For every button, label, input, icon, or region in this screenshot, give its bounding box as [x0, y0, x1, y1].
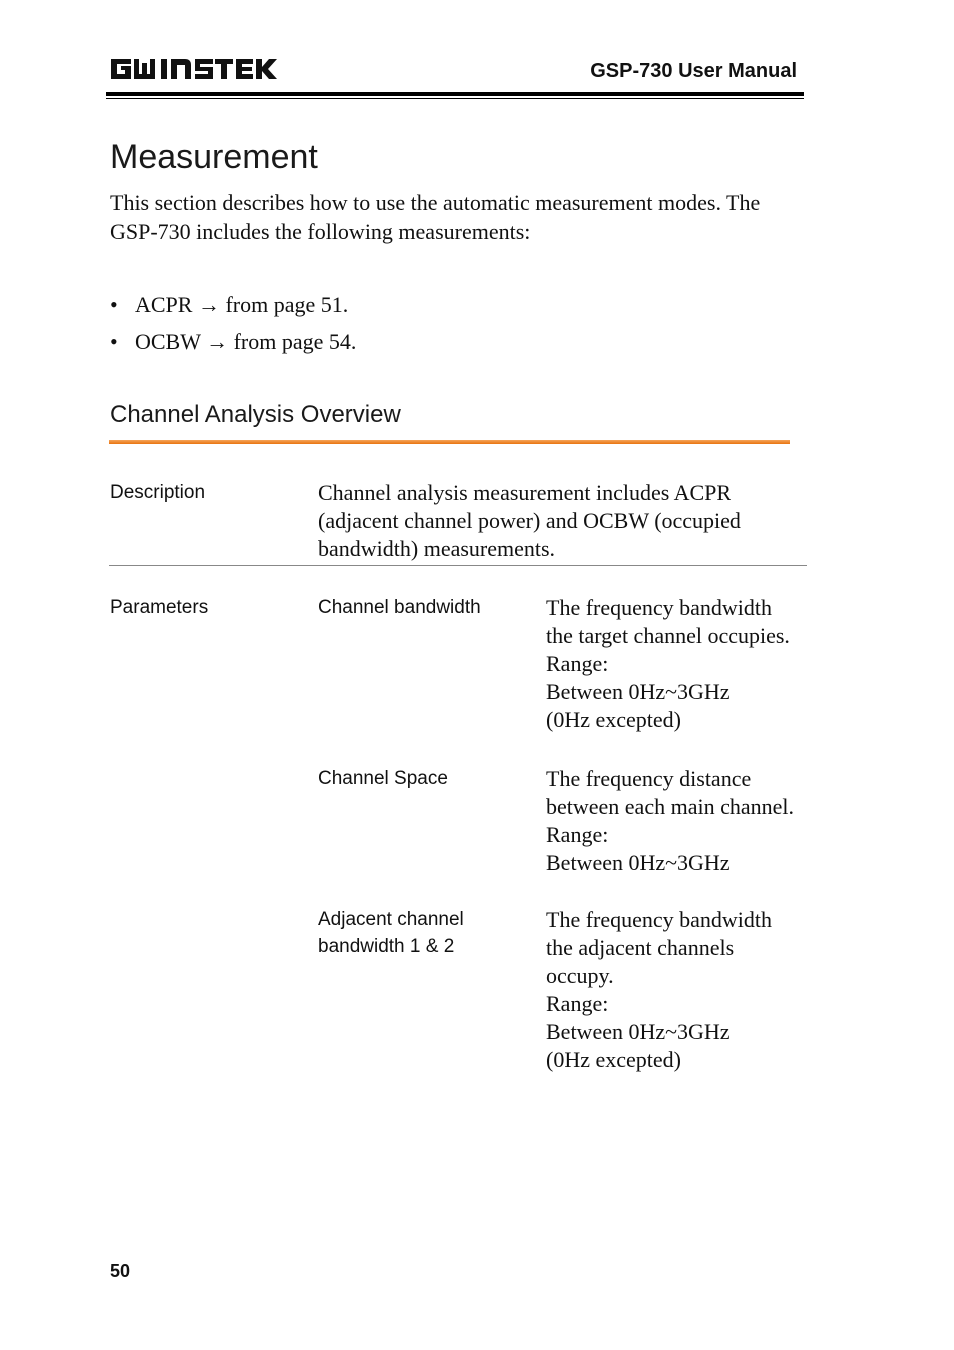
param-desc-text: The frequency distance between each main channel.	[546, 766, 794, 819]
header-rule-thin	[106, 98, 804, 99]
param-range: Between 0Hz~3GHz	[546, 850, 730, 875]
bullet-icon: •	[110, 329, 118, 354]
page-title: Measurement	[110, 138, 318, 176]
param-range: Between 0Hz~3GHz (0Hz excepted)	[546, 679, 730, 732]
param-name: Adjacent channel bandwidth 1 & 2	[318, 909, 464, 957]
param-desc-text: The frequency bandwidth the adjacent channels occupy.	[546, 907, 773, 988]
header-rule-thick	[106, 92, 804, 96]
page-number: 50	[110, 1261, 131, 1281]
list-item-text: ACPR → from page 51.	[135, 292, 349, 317]
param-range-label: Range:	[546, 651, 609, 676]
manual-title: GSP-730 User Manual	[590, 60, 797, 82]
param-description	[546, 594, 796, 734]
gw-instek-logo	[109, 55, 279, 83]
measurement-list	[110, 290, 356, 364]
bullet-icon: •	[110, 292, 118, 317]
param-description	[546, 906, 796, 1074]
list-item	[110, 327, 356, 364]
description-label: Description	[110, 482, 206, 503]
param-name: Channel Space	[318, 768, 448, 789]
param-range: Between 0Hz~3GHz (0Hz excepted)	[546, 1019, 730, 1072]
section-title: Channel Analysis Overview	[110, 401, 401, 428]
param-description	[546, 765, 796, 877]
param-range-label: Range:	[546, 991, 609, 1016]
parameters-label: Parameters	[110, 597, 209, 618]
list-item	[110, 290, 356, 327]
param-range-label: Range:	[546, 822, 609, 847]
param-name: Channel bandwidth	[318, 597, 481, 618]
section-rule	[109, 440, 790, 444]
description-text: Channel analysis measurement includes ACPR (adjacent channel power) and OCBW (occupied bandwidth) measurements.	[318, 480, 741, 561]
table-divider	[109, 565, 807, 566]
param-desc-text: The frequency bandwidth the target channel occupies.	[546, 595, 790, 648]
intro-paragraph: This section describes how to use the automatic measurement modes. The GSP-730 includes the following measurements:	[110, 190, 761, 244]
list-item-text: OCBW → from page 54.	[135, 329, 357, 354]
